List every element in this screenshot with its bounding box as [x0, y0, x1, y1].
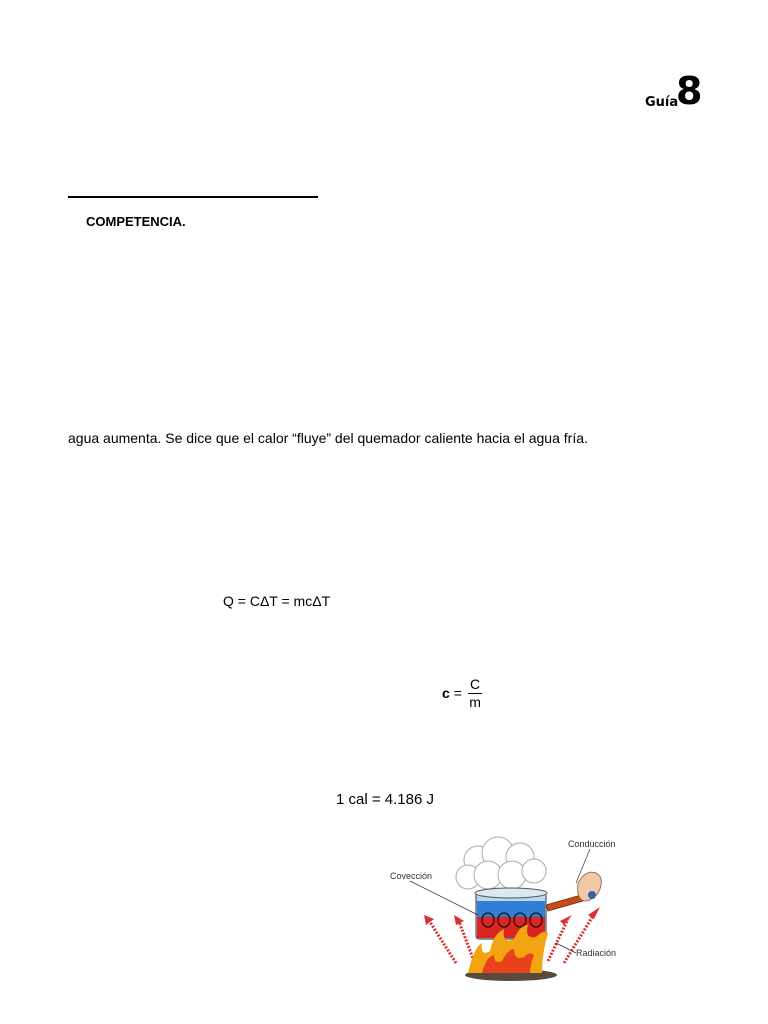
equation-equals: =: [453, 685, 462, 701]
section-rule: [68, 196, 318, 198]
heat-transfer-diagram: [388, 835, 628, 985]
fraction-numerator: C: [469, 676, 481, 692]
equation-lhs: c: [442, 685, 450, 701]
section-heading: COMPETENCIA.: [86, 214, 186, 229]
paragraph-text: agua aumenta. Se dice que el calor “fluye” del quemador caliente hacia el agua fría.: [68, 430, 588, 446]
pot: [475, 888, 547, 939]
specific-heat-equation: [442, 676, 482, 710]
label-conduction: Conducción: [568, 839, 616, 849]
heat-equation: Q = CΔT = mcΔT: [223, 593, 331, 609]
hand-holding-handle: [546, 872, 601, 911]
guide-number: 8: [676, 69, 703, 113]
fraction-denominator: m: [469, 694, 481, 710]
guide-label: Guía: [645, 95, 679, 110]
equation-fraction: [468, 676, 482, 710]
label-radiation: Radiación: [576, 948, 617, 958]
conversion-equation: 1 cal = 4.186 J: [336, 791, 434, 808]
label-convection: Covección: [390, 871, 433, 881]
steam-cloud: [456, 837, 546, 889]
